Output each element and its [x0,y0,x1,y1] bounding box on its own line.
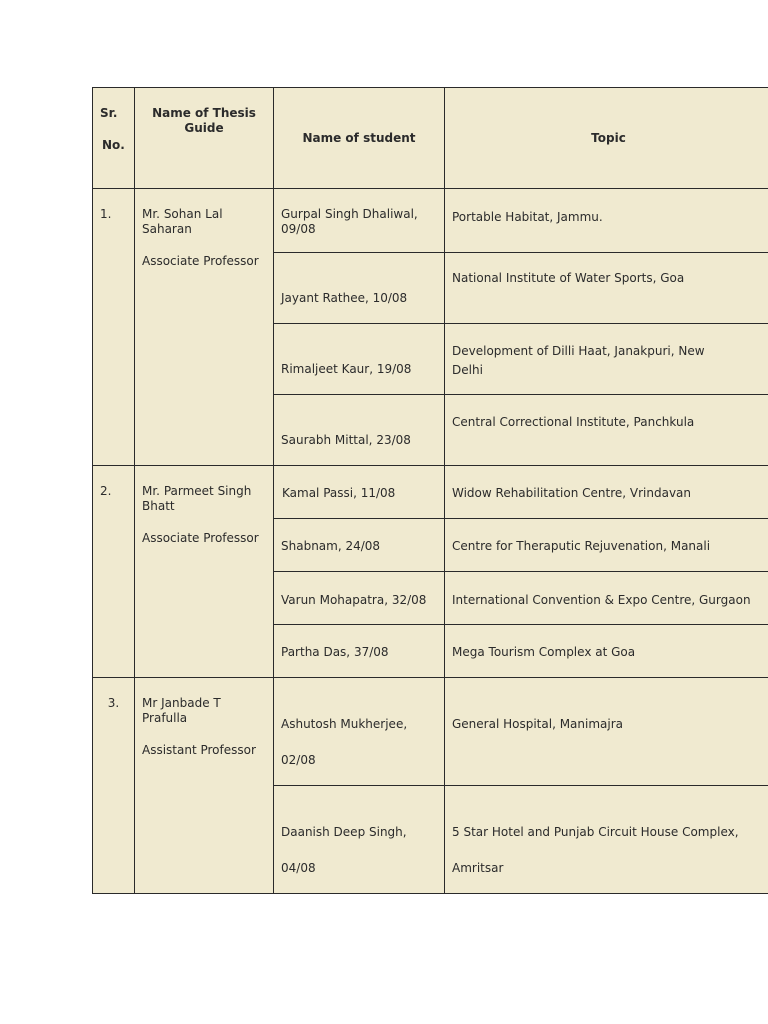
student-line: 04/08 [281,861,316,875]
table-row [93,466,768,519]
table-row [93,189,768,253]
student-line: Daanish Deep Singh, [281,825,407,839]
table-header-row [93,88,768,189]
guide-name: Mr Janbade T Prafulla [142,696,221,725]
thesis-topic: International Convention & Expo Centre, Gurgaon [445,572,768,625]
student-name: Saurabh Mittal, 23/08 [274,395,445,466]
topic-line: Development of Dilli Haat, Janakpuri, New [452,344,705,358]
guide-cell [135,189,274,466]
thesis-topic [445,786,768,894]
topic-line: 5 Star Hotel and Punjab Circuit House Complex, [452,825,739,839]
thesis-topic: General Hospital, Manimajra [445,678,768,786]
guide-title: Associate Professor [142,531,259,545]
guide-cell [135,678,274,894]
guide-name: Mr. Sohan Lal Saharan [142,207,223,236]
student-name [274,678,445,786]
sr-number: 1. [93,189,135,466]
thesis-topic: Widow Rehabilitation Centre, Vrindavan [445,466,768,519]
thesis-topic: Portable Habitat, Jammu. [445,189,768,253]
header-sr-line1: Sr. [100,106,118,120]
thesis-topic: Central Correctional Institute, Panchkula [445,395,768,466]
topic-line: Amritsar [452,861,504,875]
student-name: Jayant Rathee, 10/08 [274,253,445,324]
sr-number: 3. [93,678,135,894]
student-name: Gurpal Singh Dhaliwal, 09/08 [274,189,445,253]
header-sr-no [93,88,135,189]
thesis-guide-table [92,87,768,894]
student-name: Shabnam, 24/08 [274,519,445,572]
header-thesis-guide: Name of Thesis Guide [135,88,274,189]
guide-name: Mr. Parmeet Singh Bhatt [142,484,252,513]
header-topic: Topic [445,88,768,189]
topic-line: Delhi [452,363,483,377]
header-sr-line2: No. [102,138,125,152]
thesis-topic: Mega Tourism Complex at Goa [445,625,768,678]
header-student-name: Name of student [274,88,445,189]
guide-title: Associate Professor [142,254,259,268]
table-row [93,678,768,786]
guide-cell [135,466,274,678]
student-line: Ashutosh Mukherjee, [281,717,408,731]
thesis-topic: Centre for Theraputic Rejuvenation, Manali [445,519,768,572]
student-name: Partha Das, 37/08 [274,625,445,678]
thesis-topic: National Institute of Water Sports, Goa [445,253,768,324]
student-name: Kamal Passi, 11/08 [274,466,445,519]
sr-number: 2. [93,466,135,678]
thesis-guide-table-wrapper [92,87,768,894]
student-line: 02/08 [281,753,316,767]
guide-title: Assistant Professor [142,743,256,757]
thesis-topic [445,324,768,395]
student-name: Rimaljeet Kaur, 19/08 [274,324,445,395]
student-name: Varun Mohapatra, 32/08 [274,572,445,625]
student-name [274,786,445,894]
